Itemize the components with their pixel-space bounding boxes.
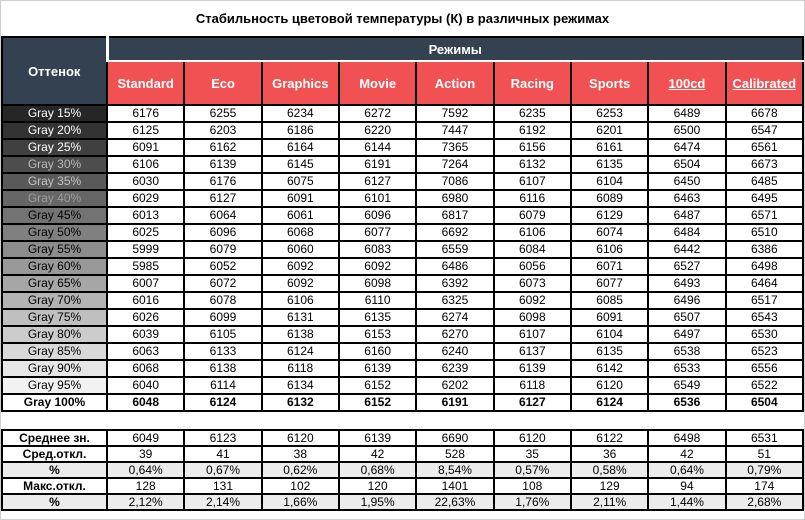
summary-row-label: Макс.откл. <box>2 478 107 494</box>
table-row <box>2 207 803 224</box>
table-spacer <box>1 412 804 429</box>
summary-value-cell: 174 <box>726 478 803 494</box>
value-cell: 6547 <box>726 122 803 139</box>
row-label: Gray 30% <box>2 156 107 173</box>
table-row <box>2 139 803 156</box>
summary-row-label: Сред.откл. <box>2 446 107 462</box>
value-cell: 6234 <box>262 105 339 122</box>
value-cell: 6386 <box>726 241 803 258</box>
summary-value-cell: 42 <box>648 446 725 462</box>
summary-value-cell: 102 <box>262 478 339 494</box>
value-cell: 6543 <box>726 309 803 326</box>
summary-row <box>2 494 803 510</box>
value-cell: 6442 <box>648 241 725 258</box>
summary-value-cell: 41 <box>184 446 261 462</box>
value-cell: 7264 <box>416 156 493 173</box>
summary-value-cell: 38 <box>262 446 339 462</box>
row-label: Gray 15% <box>2 105 107 122</box>
value-cell: 6025 <box>107 224 184 241</box>
value-cell: 6030 <box>107 173 184 190</box>
value-cell: 6678 <box>726 105 803 122</box>
value-cell: 6078 <box>184 292 261 309</box>
value-cell: 6129 <box>571 207 648 224</box>
value-cell: 6510 <box>726 224 803 241</box>
row-label: Gray 40% <box>2 190 107 207</box>
summary-value-cell: 0,68% <box>339 462 416 478</box>
mode-header-standard: Standard <box>107 61 184 105</box>
value-cell: 6074 <box>571 224 648 241</box>
value-cell: 6272 <box>339 105 416 122</box>
value-cell: 6131 <box>262 309 339 326</box>
table-row <box>2 360 803 377</box>
table-row <box>2 275 803 292</box>
table-row <box>2 326 803 343</box>
row-label: Gray 100% <box>2 394 107 411</box>
value-cell: 6153 <box>339 326 416 343</box>
value-cell: 6013 <box>107 207 184 224</box>
summary-value-cell: 2,12% <box>107 494 184 510</box>
value-cell: 6522 <box>726 377 803 394</box>
value-cell: 6105 <box>184 326 261 343</box>
value-cell: 6504 <box>726 394 803 411</box>
value-cell: 6392 <box>416 275 493 292</box>
mode-header-sports: Sports <box>571 61 648 105</box>
value-cell: 6104 <box>571 173 648 190</box>
value-cell: 6139 <box>339 360 416 377</box>
value-cell: 6084 <box>494 241 571 258</box>
summary-value-cell: 0,79% <box>726 462 803 478</box>
value-cell: 6089 <box>571 190 648 207</box>
value-cell: 6029 <box>107 190 184 207</box>
value-cell: 6559 <box>416 241 493 258</box>
summary-value-cell: 6531 <box>726 430 803 446</box>
mode-header-racing: Racing <box>494 61 571 105</box>
summary-value-cell: 528 <box>416 446 493 462</box>
value-cell: 6240 <box>416 343 493 360</box>
value-cell: 6056 <box>494 258 571 275</box>
summary-row-label: % <box>2 462 107 478</box>
mode-header-movie: Movie <box>339 61 416 105</box>
row-label: Gray 35% <box>2 173 107 190</box>
table-row <box>2 309 803 326</box>
summary-value-cell: 35 <box>494 446 571 462</box>
value-cell: 6068 <box>107 360 184 377</box>
summary-value-cell: 6120 <box>494 430 571 446</box>
value-cell: 6464 <box>726 275 803 292</box>
value-cell: 6202 <box>416 377 493 394</box>
value-cell: 6496 <box>648 292 725 309</box>
color-temperature-table <box>1 36 804 412</box>
table-row <box>2 105 803 122</box>
value-cell: 6692 <box>416 224 493 241</box>
value-cell: 6497 <box>648 326 725 343</box>
value-cell: 6144 <box>339 139 416 156</box>
row-label: Gray 25% <box>2 139 107 156</box>
summary-row-label: Среднее зн. <box>2 430 107 446</box>
value-cell: 6474 <box>648 139 725 156</box>
value-cell: 6493 <box>648 275 725 292</box>
summary-row <box>2 478 803 494</box>
value-cell: 6176 <box>184 173 261 190</box>
summary-value-cell: 131 <box>184 478 261 494</box>
value-cell: 6191 <box>339 156 416 173</box>
value-cell: 6145 <box>262 156 339 173</box>
mode-header-eco: Eco <box>184 61 261 105</box>
value-cell: 6072 <box>184 275 261 292</box>
summary-value-cell: 1,66% <box>262 494 339 510</box>
summary-value-cell: 94 <box>648 478 725 494</box>
summary-rows-body <box>2 430 803 510</box>
value-cell: 6527 <box>648 258 725 275</box>
value-cell: 6091 <box>571 309 648 326</box>
summary-value-cell: 6120 <box>262 430 339 446</box>
row-label: Gray 50% <box>2 224 107 241</box>
value-cell: 6203 <box>184 122 261 139</box>
value-cell: 6489 <box>648 105 725 122</box>
table-row <box>2 122 803 139</box>
value-cell: 7447 <box>416 122 493 139</box>
value-cell: 5985 <box>107 258 184 275</box>
value-cell: 6530 <box>726 326 803 343</box>
summary-value-cell: 1401 <box>416 478 493 494</box>
value-cell: 6096 <box>339 207 416 224</box>
row-label: Gray 75% <box>2 309 107 326</box>
summary-value-cell: 8,54% <box>416 462 493 478</box>
summary-value-cell: 0,62% <box>262 462 339 478</box>
summary-row <box>2 462 803 478</box>
summary-value-cell: 129 <box>571 478 648 494</box>
summary-row <box>2 430 803 446</box>
value-cell: 6561 <box>726 139 803 156</box>
value-cell: 6186 <box>262 122 339 139</box>
value-cell: 6484 <box>648 224 725 241</box>
value-cell: 6016 <box>107 292 184 309</box>
value-cell: 6116 <box>494 190 571 207</box>
row-label: Gray 45% <box>2 207 107 224</box>
value-cell: 6092 <box>494 292 571 309</box>
value-cell: 6152 <box>339 377 416 394</box>
summary-value-cell: 36 <box>571 446 648 462</box>
row-label: Gray 55% <box>2 241 107 258</box>
value-cell: 6980 <box>416 190 493 207</box>
value-cell: 6220 <box>339 122 416 139</box>
value-cell: 6255 <box>184 105 261 122</box>
row-label: Gray 95% <box>2 377 107 394</box>
value-cell: 6485 <box>726 173 803 190</box>
value-cell: 6160 <box>339 343 416 360</box>
summary-value-cell: 2,11% <box>571 494 648 510</box>
table-row <box>2 190 803 207</box>
summary-row-label: % <box>2 494 107 510</box>
gray-rows-body <box>2 105 803 411</box>
value-cell: 6106 <box>571 241 648 258</box>
summary-value-cell: 6122 <box>571 430 648 446</box>
value-cell: 6052 <box>184 258 261 275</box>
mode-header-action: Action <box>416 61 493 105</box>
table-row <box>2 241 803 258</box>
value-cell: 6135 <box>571 156 648 173</box>
value-cell: 6039 <box>107 326 184 343</box>
value-cell: 6118 <box>494 377 571 394</box>
value-cell: 6098 <box>494 309 571 326</box>
value-cell: 6124 <box>571 394 648 411</box>
value-cell: 6098 <box>339 275 416 292</box>
summary-row <box>2 446 803 462</box>
value-cell: 6092 <box>262 258 339 275</box>
value-cell: 6068 <box>262 224 339 241</box>
value-cell: 6486 <box>416 258 493 275</box>
value-cell: 6106 <box>107 156 184 173</box>
summary-value-cell: 6123 <box>184 430 261 446</box>
value-cell: 6120 <box>571 377 648 394</box>
value-cell: 6106 <box>262 292 339 309</box>
table-row <box>2 377 803 394</box>
value-cell: 6104 <box>571 326 648 343</box>
value-cell: 6091 <box>262 190 339 207</box>
value-cell: 6048 <box>107 394 184 411</box>
value-cell: 6549 <box>648 377 725 394</box>
value-cell: 7086 <box>416 173 493 190</box>
table-row <box>2 343 803 360</box>
value-cell: 6079 <box>184 241 261 258</box>
table-row <box>2 173 803 190</box>
value-cell: 6152 <box>339 394 416 411</box>
value-cell: 6495 <box>726 190 803 207</box>
summary-value-cell: 0,67% <box>184 462 261 478</box>
value-cell: 6107 <box>494 326 571 343</box>
value-cell: 6274 <box>416 309 493 326</box>
value-cell: 6571 <box>726 207 803 224</box>
value-cell: 6071 <box>571 258 648 275</box>
summary-value-cell: 6139 <box>339 430 416 446</box>
value-cell: 6673 <box>726 156 803 173</box>
table-row <box>2 292 803 309</box>
value-cell: 6077 <box>339 224 416 241</box>
value-cell: 6124 <box>262 343 339 360</box>
value-cell: 6201 <box>571 122 648 139</box>
value-cell: 6026 <box>107 309 184 326</box>
summary-value-cell: 39 <box>107 446 184 462</box>
table-row <box>2 394 803 411</box>
value-cell: 6092 <box>339 258 416 275</box>
summary-value-cell: 0,58% <box>571 462 648 478</box>
value-cell: 6500 <box>648 122 725 139</box>
value-cell: 6176 <box>107 105 184 122</box>
value-cell: 6135 <box>571 343 648 360</box>
value-cell: 6235 <box>494 105 571 122</box>
row-label: Gray 85% <box>2 343 107 360</box>
mode-header-graphics: Graphics <box>262 61 339 105</box>
modes-group-header: Режимы <box>107 37 803 61</box>
value-cell: 6192 <box>494 122 571 139</box>
shade-column-header: Оттенок <box>2 37 107 105</box>
table-row <box>2 156 803 173</box>
value-cell: 6504 <box>648 156 725 173</box>
value-cell: 6127 <box>494 394 571 411</box>
value-cell: 6110 <box>339 292 416 309</box>
value-cell: 6060 <box>262 241 339 258</box>
summary-value-cell: 128 <box>107 478 184 494</box>
value-cell: 6138 <box>262 326 339 343</box>
summary-value-cell: 0,57% <box>494 462 571 478</box>
mode-header-row <box>2 61 803 105</box>
value-cell: 6107 <box>494 173 571 190</box>
value-cell: 6132 <box>262 394 339 411</box>
value-cell: 6133 <box>184 343 261 360</box>
value-cell: 5999 <box>107 241 184 258</box>
row-label: Gray 60% <box>2 258 107 275</box>
value-cell: 6101 <box>339 190 416 207</box>
summary-value-cell: 2,68% <box>726 494 803 510</box>
value-cell: 6007 <box>107 275 184 292</box>
value-cell: 6127 <box>339 173 416 190</box>
value-cell: 6083 <box>339 241 416 258</box>
mode-header-100cd[interactable]: 100cd <box>648 61 725 105</box>
value-cell: 6063 <box>107 343 184 360</box>
value-cell: 6096 <box>184 224 261 241</box>
value-cell: 6142 <box>571 360 648 377</box>
summary-value-cell: 6690 <box>416 430 493 446</box>
row-label: Gray 65% <box>2 275 107 292</box>
value-cell: 6134 <box>262 377 339 394</box>
value-cell: 6507 <box>648 309 725 326</box>
value-cell: 6064 <box>184 207 261 224</box>
value-cell: 6085 <box>571 292 648 309</box>
value-cell: 6118 <box>262 360 339 377</box>
value-cell: 6487 <box>648 207 725 224</box>
value-cell: 6538 <box>648 343 725 360</box>
mode-header-calibrated[interactable]: Calibrated <box>726 61 803 105</box>
summary-value-cell: 22,63% <box>416 494 493 510</box>
value-cell: 6135 <box>339 309 416 326</box>
value-cell: 6536 <box>648 394 725 411</box>
value-cell: 6127 <box>184 190 261 207</box>
value-cell: 6137 <box>494 343 571 360</box>
value-cell: 6270 <box>416 326 493 343</box>
row-label: Gray 20% <box>2 122 107 139</box>
value-cell: 6099 <box>184 309 261 326</box>
value-cell: 7592 <box>416 105 493 122</box>
value-cell: 6132 <box>494 156 571 173</box>
value-cell: 6156 <box>494 139 571 156</box>
row-label: Gray 70% <box>2 292 107 309</box>
value-cell: 6164 <box>262 139 339 156</box>
value-cell: 6325 <box>416 292 493 309</box>
group-header-row <box>2 37 803 61</box>
value-cell: 6239 <box>416 360 493 377</box>
value-cell: 6556 <box>726 360 803 377</box>
value-cell: 6450 <box>648 173 725 190</box>
value-cell: 6162 <box>184 139 261 156</box>
value-cell: 6124 <box>184 394 261 411</box>
value-cell: 6106 <box>494 224 571 241</box>
value-cell: 6463 <box>648 190 725 207</box>
summary-value-cell: 2,14% <box>184 494 261 510</box>
value-cell: 6061 <box>262 207 339 224</box>
row-label: Gray 80% <box>2 326 107 343</box>
summary-value-cell: 1,76% <box>494 494 571 510</box>
summary-value-cell: 1,44% <box>648 494 725 510</box>
value-cell: 6079 <box>494 207 571 224</box>
table-row <box>2 224 803 241</box>
summary-value-cell: 1,95% <box>339 494 416 510</box>
value-cell: 6138 <box>184 360 261 377</box>
summary-value-cell: 0,64% <box>648 462 725 478</box>
value-cell: 6139 <box>494 360 571 377</box>
row-label: Gray 90% <box>2 360 107 377</box>
value-cell: 6498 <box>726 258 803 275</box>
summary-value-cell: 6049 <box>107 430 184 446</box>
value-cell: 6073 <box>494 275 571 292</box>
summary-value-cell: 6498 <box>648 430 725 446</box>
summary-value-cell: 51 <box>726 446 803 462</box>
summary-value-cell: 0,64% <box>107 462 184 478</box>
value-cell: 6077 <box>571 275 648 292</box>
value-cell: 6191 <box>416 394 493 411</box>
value-cell: 6523 <box>726 343 803 360</box>
value-cell: 6817 <box>416 207 493 224</box>
value-cell: 6091 <box>107 139 184 156</box>
value-cell: 6517 <box>726 292 803 309</box>
value-cell: 6114 <box>184 377 261 394</box>
value-cell: 6075 <box>262 173 339 190</box>
summary-table <box>1 429 804 511</box>
value-cell: 7365 <box>416 139 493 156</box>
value-cell: 6139 <box>184 156 261 173</box>
summary-value-cell: 42 <box>339 446 416 462</box>
table-row <box>2 258 803 275</box>
summary-value-cell: 120 <box>339 478 416 494</box>
value-cell: 6125 <box>107 122 184 139</box>
page-title: Стабильность цветовой температуры (К) в различных режимах <box>195 11 610 26</box>
value-cell: 6040 <box>107 377 184 394</box>
value-cell: 6161 <box>571 139 648 156</box>
value-cell: 6092 <box>262 275 339 292</box>
value-cell: 6253 <box>571 105 648 122</box>
summary-value-cell: 108 <box>494 478 571 494</box>
value-cell: 6533 <box>648 360 725 377</box>
